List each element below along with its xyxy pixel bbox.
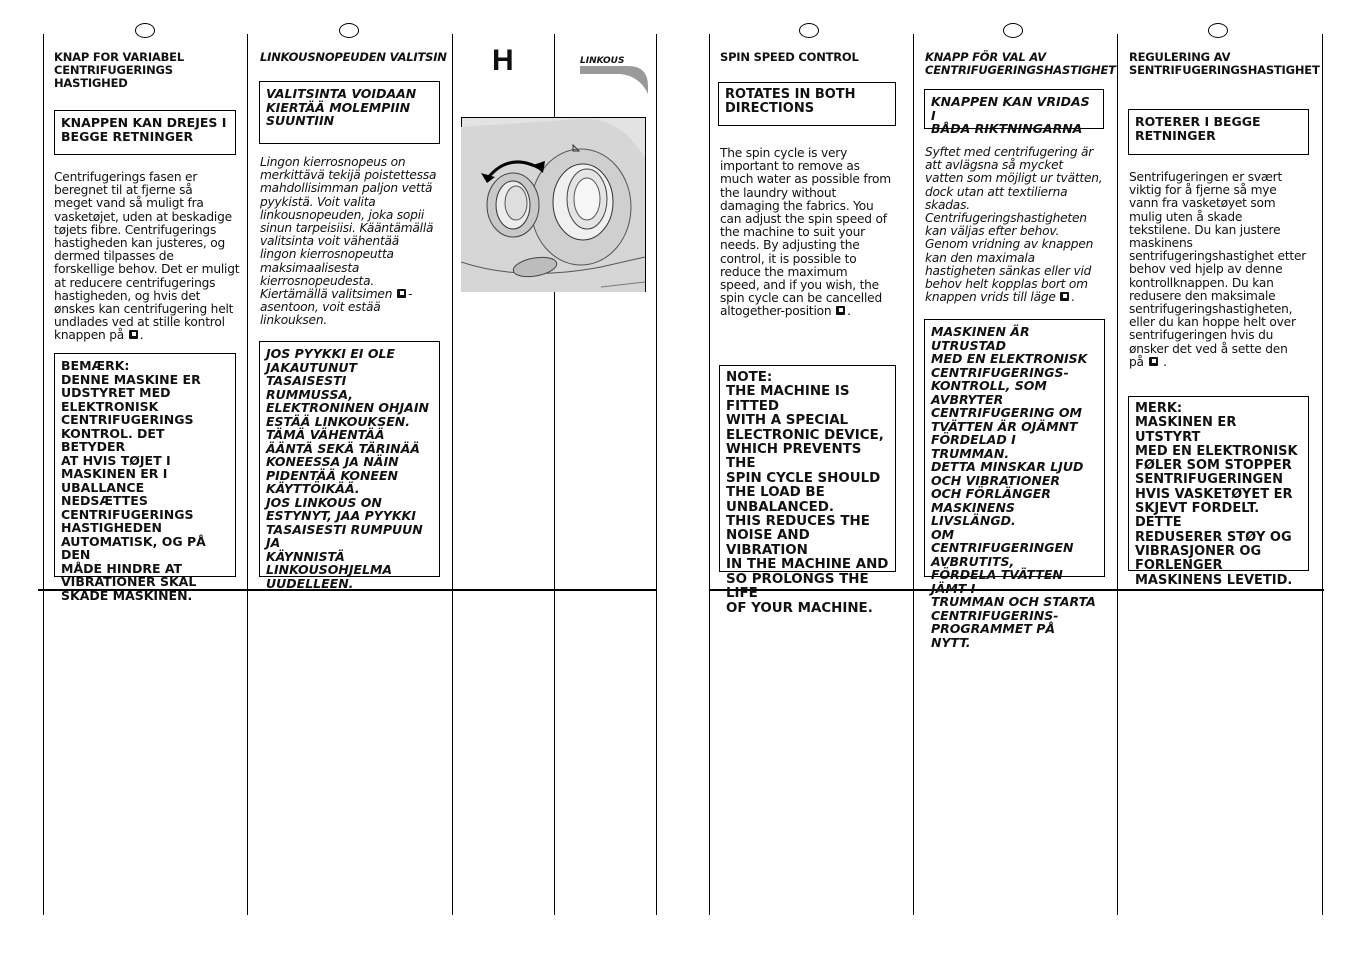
english-title: SPIN SPEED CONTROL [720,50,859,64]
spin-off-icon [128,329,140,340]
section-tab-label: LINKOUS [580,56,625,66]
section-rule [709,589,1324,591]
english-rotation-box: ROTATES IN BOTH DIRECTIONS [718,82,896,126]
finnish-title: LINKOUSNOPEUDEN VALITSIN [260,50,447,64]
column-divider [43,34,44,915]
column-divider [1117,34,1118,915]
column-divider [656,34,657,915]
finnish-rotation-box: VALITSINTA VOIDAAN KIERTÄÄ MOLEMPIIN SUUNTIIN [259,81,440,144]
column-divider [452,34,453,915]
language-marker [799,23,819,38]
spin-dial-illustration [461,117,646,292]
swedish-rotation-box: KNAPPEN KAN VRIDAS I BÅDA RIKTNINGARNA [924,89,1104,129]
swedish-title: KNAPP FÖR VAL AV CENTRIFUGERINGSHASTIGHET [925,50,1116,77]
column-divider [913,34,914,915]
norwegian-rotation-box: ROTERER I BEGGE RETNINGER [1128,109,1309,155]
column-divider [247,34,248,915]
spin-off-icon [396,288,408,299]
norwegian-note-box: MERK: MASKINEN ER UTSTYRT MED EN ELEKTRONISK FØLER SOM STOPPER SENTRIFUGERINGEN HVIS VASKETØYET ER SKJEVT FORDELT. DETTE REDUSERER STØY OG VIBRASJONER OG FORLENGER MASKINENS LEVETID. [1128,396,1309,571]
language-marker [135,23,155,38]
spin-off-icon [1148,356,1160,367]
column-divider [1322,34,1323,915]
finnish-note-box: JOS PYYKKI EI OLE JAKAUTUNUT TASAISESTI RUMMUSSA, ELEKTRONINEN OHJAIN ESTÄÄ LINKOUKSEN. TÄMÄ VÄHENTÄÄ ÄÄNTÄ SEKÄ TÄRINÄÄ KONEESSA JA NÄIN PIDENTÄÄ KONEEN KÄYTTÖIKÄÄ. JOS LINKOUS ON ESTYNYT, JAA PYYKKI TASAISESTI RUMPUUN JA KÄYNNISTÄ LINKOUSOHJELMA UUDELLEEN. [259,341,440,577]
language-marker [1208,23,1228,38]
swedish-note-box: MASKINEN ÄR UTRUSTAD MED EN ELEKTRONISK CENTRIFUGERINGS- KONTROLL, SOM AVBRYTER CENTRIFUGERING OM TVÄTTEN ÄR OJÄMNT FÖRDELAD I TRUMMAN. DETTA MINSKAR LJUD OCH VIBRATIONER OCH FÖRLÄNGER MASKINENS LIVSLÄNGD. OM CENTRIFUGERINGEN AVBRUTITS, FÖRDELA TVÄTTEN JÄMT I TRUMMAN OCH STARTA CENTRIFUGERINS- PROGRAMMET PÅ NYTT. [924,319,1105,577]
language-marker [1003,23,1023,38]
language-marker [339,23,359,38]
danish-title: KNAP FOR VARIABEL CENTRIFUGERINGS HASTIGHED [54,50,184,90]
norwegian-body: Sentrifugeringen er svært viktig for å fjerne så mye vann fra vasketøyet som mulig uten å skade tekstilene. Du kan justere maskinens sentrifugeringshastighet etter behov ved hjelp av denne kontrollknappen. Du kan redusere den maksimale sentrifugeringshastigheten, eller du kan hoppe helt over sentrifugeringen hvis du ønsker det ved å sette den på . [1129,170,1307,369]
danish-body: Centrifugerings fasen er beregnet til at fjerne så meget vand så muligt fra vasketøjet, uden at beskadige tøjets fibre. Centrifugerings hastigheden kan justeres, og dermed tilpasses de forskellige behov. Det er muligt at reducere centrifugerings hastigheden, og hvis det ønskes kan centrifugering helt undlades ved at stille kontrol knappen på . [54,170,240,343]
finnish-body: Lingon kierrosnopeus on merkittävä tekijä poistettessa mahdollisimman paljon vettä pyykistä. Voit valita linkousnopeuden, joka sopii sinun tarpeisiisi. Kääntämällä valitsinta voit vähentää lingon kierrosnopeutta maksimaalisesta kierrosnopeudesta. Kiertämällä valitsimen - asentoon, voit estää linkouksen. [260,155,437,328]
spin-off-icon [835,305,847,316]
english-note-box: NOTE: THE MACHINE IS FITTED WITH A SPECIAL ELECTRONIC DEVICE, WHICH PREVENTS THE SPIN CYCLE SHOULD THE LOAD BE UNBALANCED. THIS REDUCES THE NOISE AND VIBRATION IN THE MACHINE AND SO PROLONGS THE LIFE OF YOUR MACHINE. [719,365,896,572]
section-letter: H [492,44,514,77]
english-body: The spin cycle is very important to remove as much water as possible from the laundry without damaging the fabrics. You can adjust the spin speed of the machine to suit your needs. By adjusting the control, it is possible to reduce the maximum speed, and if you wish, the spin cycle can be cancelled altogether-position . [720,146,891,319]
column-divider [709,34,710,915]
norwegian-title: REGULERING AV SENTRIFUGERINGSHASTIGHET [1129,50,1320,77]
swedish-body: Syftet med centrifugering är att avlägsna så mycket vatten som möjligt ur tvätten, dock utan att textilierna skadas. Centrifugeringshastigheten kan väljas efter behov. Genom vridning av knappen kan den maximala hastigheten sänkas eller vid behov helt kopplas bort om knappen vrids till läge . [925,145,1103,305]
spin-off-icon [1059,291,1071,302]
danish-note-box: BEMÆRK: DENNE MASKINE ER UDSTYRET MED ELEKTRONISK CENTRIFUGERINGS KONTROL. DET BETYDER AT HVIS TØJET I MASKINEN ER I UBALLANCE NEDSÆTTES CENTRIFUGERINGS HASTIGHEDEN AUTOMATISK, OG PÅ DEN MÅDE HINDRE AT VIBRATIONER SKAL SKADE MASKINEN. [54,353,236,577]
danish-rotation-box: KNAPPEN KAN DREJES I BEGGE RETNINGER [54,110,236,155]
